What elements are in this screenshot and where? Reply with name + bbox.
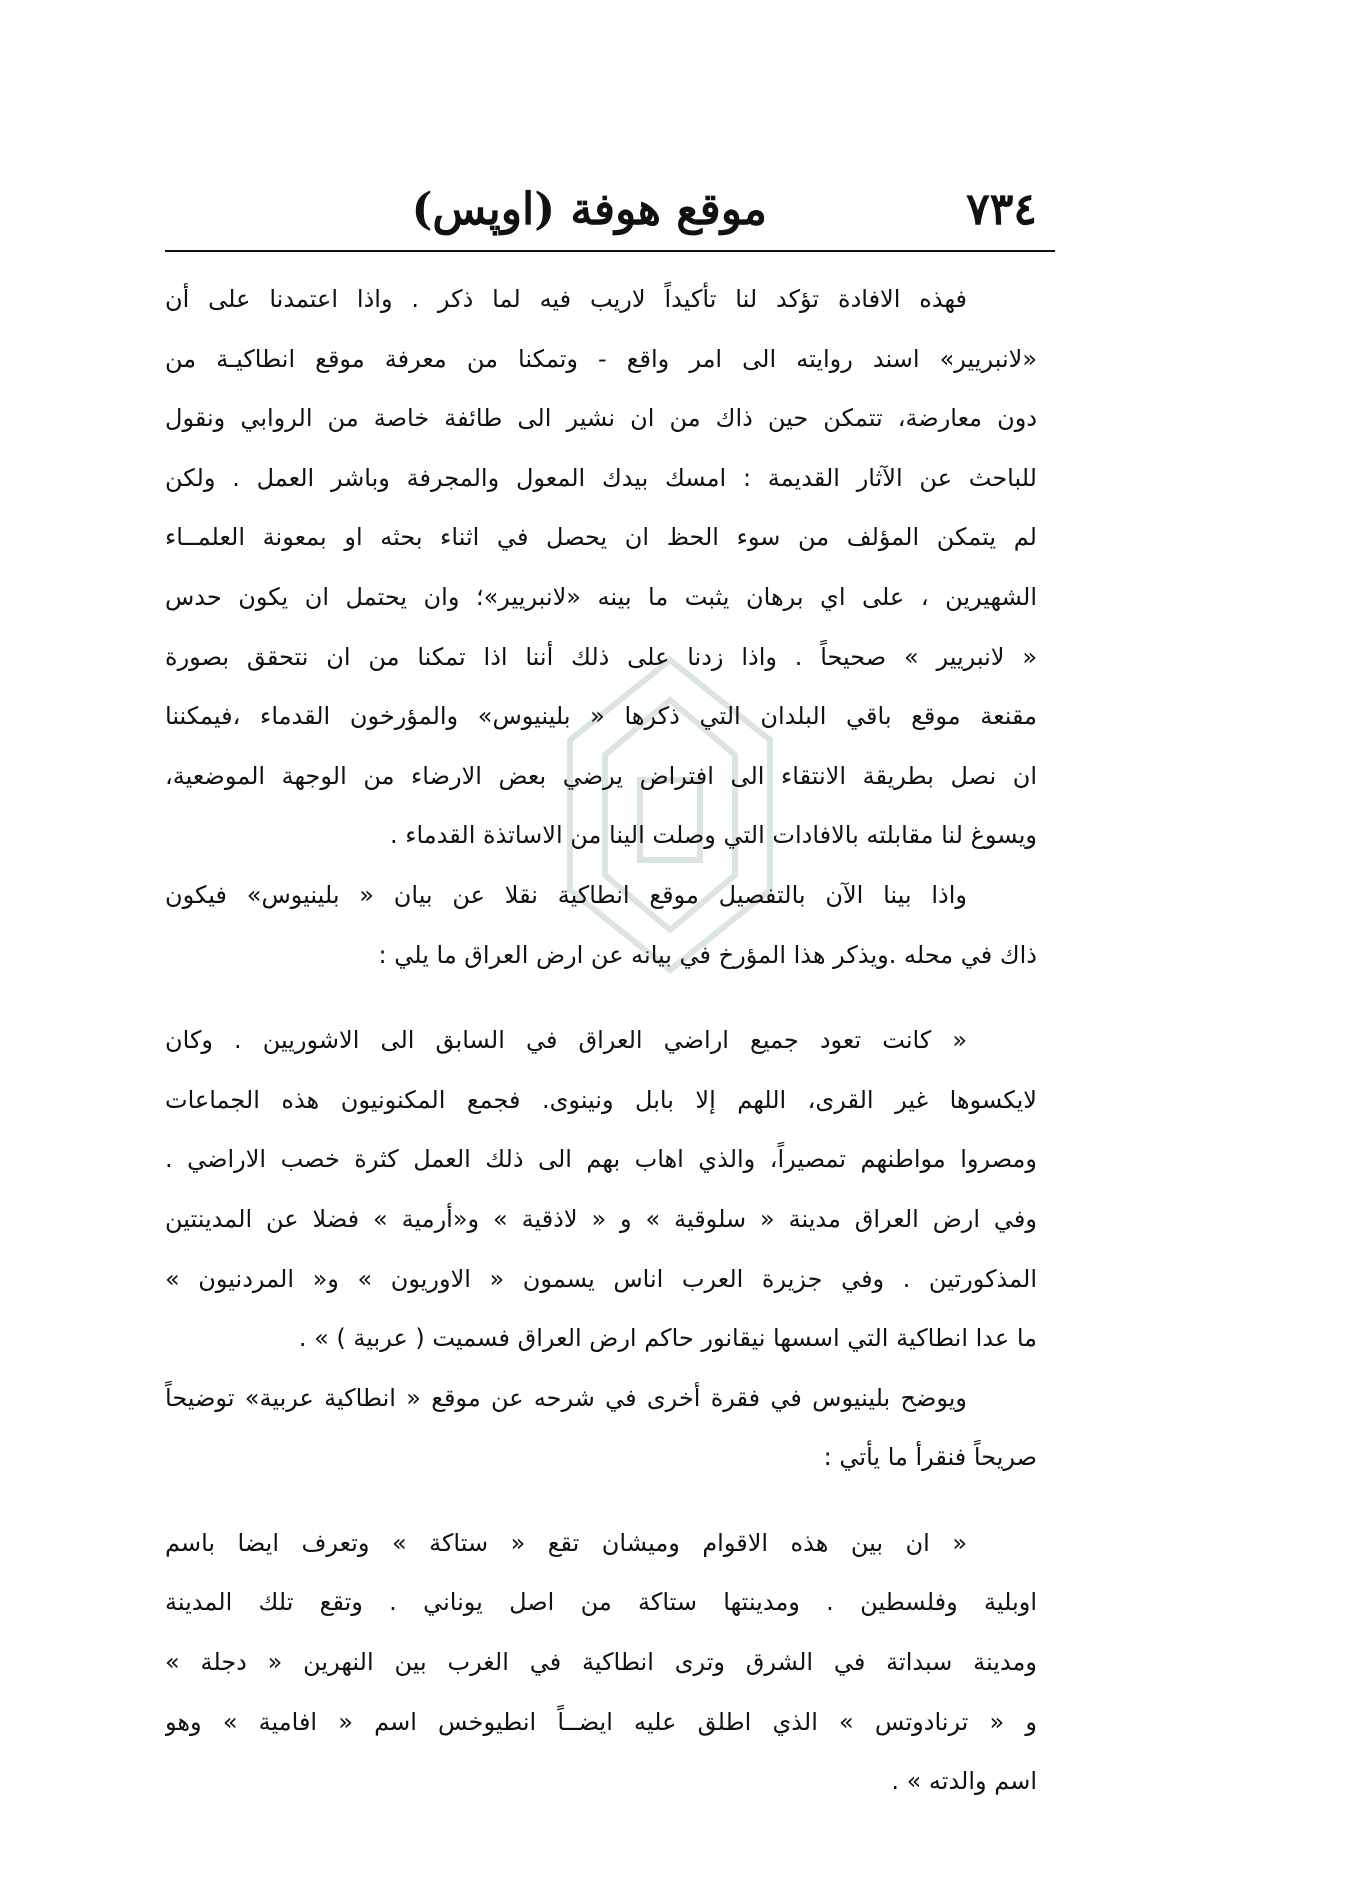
quote-line: ومصروا مواطنهم تمصيراً، والذي اهاب بهم الى ذلك العمل كثرة خصب الاراضي .	[165, 1145, 1037, 1174]
running-title: موقع هوفة (اوپس)	[411, 184, 767, 235]
body-text	[165, 270, 1037, 1812]
text-line: فهذه الافادة تؤكد لنا تأكيداً لاريب فيه لما ذكر . واذا اعتمدنا على أن	[165, 285, 967, 313]
quote-line: اوبلية وفلسطين . ومدينتها ستاكة من اصل يوناني . وتقع تلك المدينة	[165, 1588, 1037, 1617]
text-line: صريحاً فنقرأ ما يأتي :	[823, 1443, 1037, 1472]
text-line: مقنعة موقع باقي البلدان التي ذكرها « بلينيوس» والمؤرخون القدماء ،فيمكننا	[165, 702, 1037, 731]
text-line: دون معارضة، تتمكن حين ذاك من ان نشير الى طائفة خاصة من الروابي ونقول	[165, 404, 1037, 433]
quote-line: لايكسوها غير القرى، اللهم إلا بابل ونينوى. فجمع المكنونيون هذه الجماعات	[165, 1085, 1037, 1114]
text-line: ويوضح بلينيوس في فقرة أخرى في شرحه عن موقع « انطاكية عربية» توضيحاً	[165, 1383, 967, 1412]
text-line: « لانبريير » صحيحاً . واذا زدنا على ذلك أننا اذا تمكنا من ان نتحقق بصورة	[165, 642, 1037, 671]
page-number: ٧٣٤	[966, 184, 1037, 235]
quote-line: ومدينة سبداتة في الشرق وترى انطاكية في الغرب بين النهرين « دجلة »	[165, 1648, 1037, 1677]
text-line: للباحث عن الآثار القديمة : امسك بيدك المعول والمجرفة وباشر العمل . ولكن	[165, 463, 1037, 492]
text-line: لم يتمكن المؤلف من سوء الحظ ان يحصل في اثناء بحثه او بمعونة العلمــاء	[165, 523, 1037, 552]
text-line: ويسوغ لنا مقابلته بالافادات التي وصلت الينا من الاساتذة القدماء .	[389, 821, 1037, 850]
text-line: ذاك في محله .ويذكر هذا المؤرخ في بيانه عن ارض العراق ما يلي :	[378, 940, 1037, 969]
header-rule	[165, 250, 1055, 252]
text-line: «لانبريير» اسند روايته الى امر واقع - وتمكنا من معرفة موقع انطاكيـة من	[165, 344, 1037, 373]
quote-line: و « ترنادوتس » الذي اطلق عليه ايضــاً انطيوخس اسم « افامية » وهو	[165, 1707, 1037, 1736]
text-line: الشهيرين ، على اي برهان يثبت ما بينه «لانبريير»؛ وان يحتمل ان يكون حدس	[165, 582, 1037, 611]
quote-line: اسم والدته » .	[891, 1767, 1037, 1796]
quote-line: المذكورتين . وفي جزيرة العرب اناس يسمون « الاوريون » و« المردنيون »	[165, 1264, 1037, 1293]
quote-line: ما عدا انطاكية التي اسسها نيقانور حاكم ارض العراق فسميت ( عربية ) » .	[298, 1324, 1037, 1353]
page-header	[165, 180, 1037, 240]
quote-line: « كانت تعود جميع اراضي العراق في السابق الى الاشوريين . وكان	[165, 1026, 967, 1055]
quote-line: وفي ارض العراق مدينة « سلوقية » و « لاذقية » و«أرمية » فضلا عن المدينتين	[165, 1204, 1037, 1233]
quote-line: « ان بين هذه الاقوام وميشان تقع « ستاكة » وتعرف ايضا باسم	[165, 1528, 967, 1557]
text-line: واذا بينا الآن بالتفصيل موقع انطاكية نقلا عن بيان « بلينيوس» فيكون	[165, 880, 967, 909]
text-line: ان نصل بطريقة الانتقاء الى افتراض يرضي بعض الارضاء من الوجهة الموضعية،	[165, 761, 1037, 790]
